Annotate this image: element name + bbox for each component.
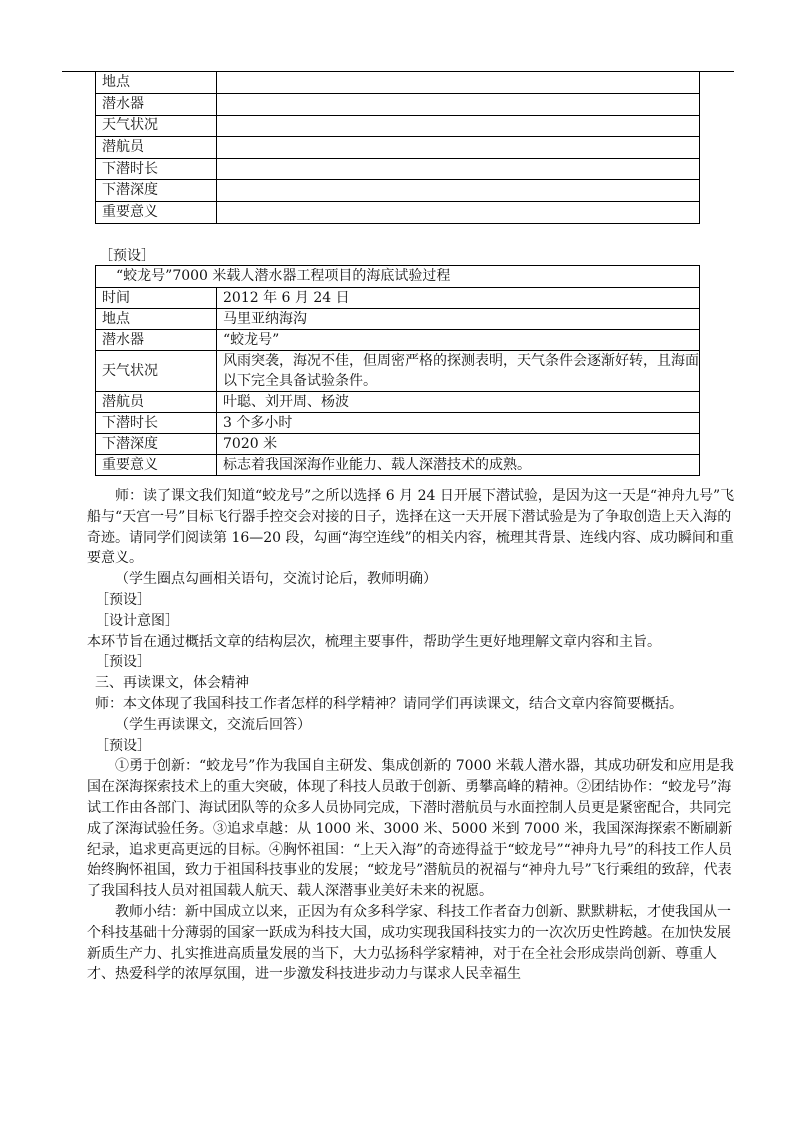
row-label: 天气状况 — [96, 115, 217, 137]
row-label: 潜航员 — [96, 137, 217, 159]
table-row — [96, 158, 700, 180]
row-value: 3 个多小时 — [217, 413, 700, 434]
preset-label: ［预设］ — [95, 654, 151, 671]
table-row — [96, 94, 700, 116]
table-row — [96, 455, 700, 476]
preset-label: ［预设］ — [99, 248, 155, 264]
student-activity: （学生圈点勾画相关语句，交流讨论后，教师明确） — [115, 571, 437, 588]
answer-table — [95, 265, 700, 476]
row-label: 重要意义 — [96, 202, 217, 224]
row-label: 重要意义 — [96, 455, 217, 476]
table-row — [96, 72, 700, 94]
blank-cell — [217, 180, 700, 202]
preset-label: ［预设］ — [95, 737, 151, 754]
row-label: 时间 — [96, 288, 217, 309]
row-label: 潜水器 — [96, 330, 217, 351]
table-row — [96, 288, 700, 309]
lesson-body — [87, 486, 737, 985]
row-value: “蛟龙号” — [217, 330, 700, 351]
table-title-row — [96, 266, 700, 288]
blank-cell — [217, 137, 700, 159]
table-row — [96, 351, 700, 392]
table-row — [96, 434, 700, 455]
student-activity: （学生再读课文，交流后回答） — [115, 716, 311, 733]
blank-cell — [217, 202, 700, 224]
row-value: 7020 米 — [217, 434, 700, 455]
blank-cell — [217, 158, 700, 180]
row-value: 标志着我国深海作业能力、载人深潜技术的成熟。 — [217, 455, 700, 476]
table-row — [96, 330, 700, 351]
row-label: 下潜深度 — [96, 180, 217, 202]
row-label: 下潜时长 — [96, 413, 217, 434]
table-row — [96, 309, 700, 330]
design-intent-text: 本环节旨在通过概括文章的结构层次，梳理主要事件，帮助学生更好地理解文章内容和主旨。 — [87, 633, 661, 650]
section-heading: 三、再读课文，体会精神 — [95, 675, 249, 692]
teacher-summary: 教师小结：新中国成立以来，正因为有众多科学家、科技工作者奋力创新、默默耕耘，才使我国从一个科技基础十分薄弱的国家一跃成为科技大国，成功实现我国科技实力的一次次历史性跨越。在加快发展新质生产力、扎实推进高质量发展的当下，大力弘扬科学家精神，对于在全社会形成崇尚创新、尊重人才、热爱科学的浓厚氛围，进一步激发科技进步动力与谋求人民幸福生 — [87, 903, 731, 983]
teacher-question: 师：本文体现了我国科技工作者怎样的科学精神？请同学们再读课文，结合文章内容简要概括。 — [95, 695, 683, 712]
table-row — [96, 413, 700, 434]
design-intent-label: ［设计意图］ — [95, 612, 179, 629]
row-label: 下潜时长 — [96, 158, 217, 180]
table-row — [96, 392, 700, 413]
row-label: 潜水器 — [96, 94, 217, 116]
row-value: 马里亚纳海沟 — [217, 309, 700, 330]
row-label: 天气状况 — [96, 351, 217, 392]
row-value: 2012 年 6 月 24 日 — [217, 288, 700, 309]
row-value: 叶聪、刘开周、杨波 — [217, 392, 700, 413]
row-label: 地点 — [96, 309, 217, 330]
row-label: 地点 — [96, 72, 217, 94]
preset-label: ［预设］ — [95, 591, 151, 608]
row-label: 潜航员 — [96, 392, 217, 413]
table-title: “蛟龙号”7000 米载人潜水器工程项目的海底试验过程 — [96, 266, 700, 288]
table-row — [96, 115, 700, 137]
teacher-paragraph: 师：读了课文我们知道“蛟龙号”之所以选择 6 月 24 日开展下潜试验，是因为这一天是“神舟九号”飞船与“天宫一号”目标飞行器手控交会对接的日子，选择在这一天开展下潜试验是为了争取创造上天入海的奇迹。请同学们阅读第 16—20 段，勾画“海空连线”的相关内容，梳理其背景、连线内容、成功瞬间和重要意义。 — [87, 488, 735, 567]
blank-summary-table — [95, 72, 700, 224]
row-value: 风雨突袭，海况不佳，但周密严格的探测表明，天气条件会逐渐好转，且海面以下完全具备试验条件。 — [217, 351, 700, 392]
blank-cell — [217, 115, 700, 137]
table-row — [96, 202, 700, 224]
preset-answer: ①勇于创新：“蛟龙号”作为我国自主研发、集成创新的 7000 米载人潜水器，其成功研发和应用是我国在深海探索技术上的重大突破，体现了科技人员敢于创新、勇攀高峰的精神。②团结协作：“蛟龙号”海试工作由各部门、海试团队等的众多人员协同完成，下潜时潜航员与水面控制人员更是紧密配合，共同完成了深海试验任务。③追求卓越：从 1000 米、3000 米、5000 米到 7000 米，我国深海探索不断刷新纪录，追求更高更远的目标。④胸怀祖国：“上天入海”的奇迹得益于“蛟龙号”“神舟九号”的科技工作人员始终胸怀祖国，致力于祖国科技事业的发展；“蛟龙号”潜航员的祝福与“神舟九号”飞行乘组的致辞，代表了我国科技人员对祖国载人航天、载人深潜事业美好未来的祝愿。 — [87, 758, 734, 900]
blank-cell — [217, 72, 700, 94]
table-row — [96, 137, 700, 159]
table-row — [96, 180, 700, 202]
row-label: 下潜深度 — [96, 434, 217, 455]
blank-cell — [217, 94, 700, 116]
